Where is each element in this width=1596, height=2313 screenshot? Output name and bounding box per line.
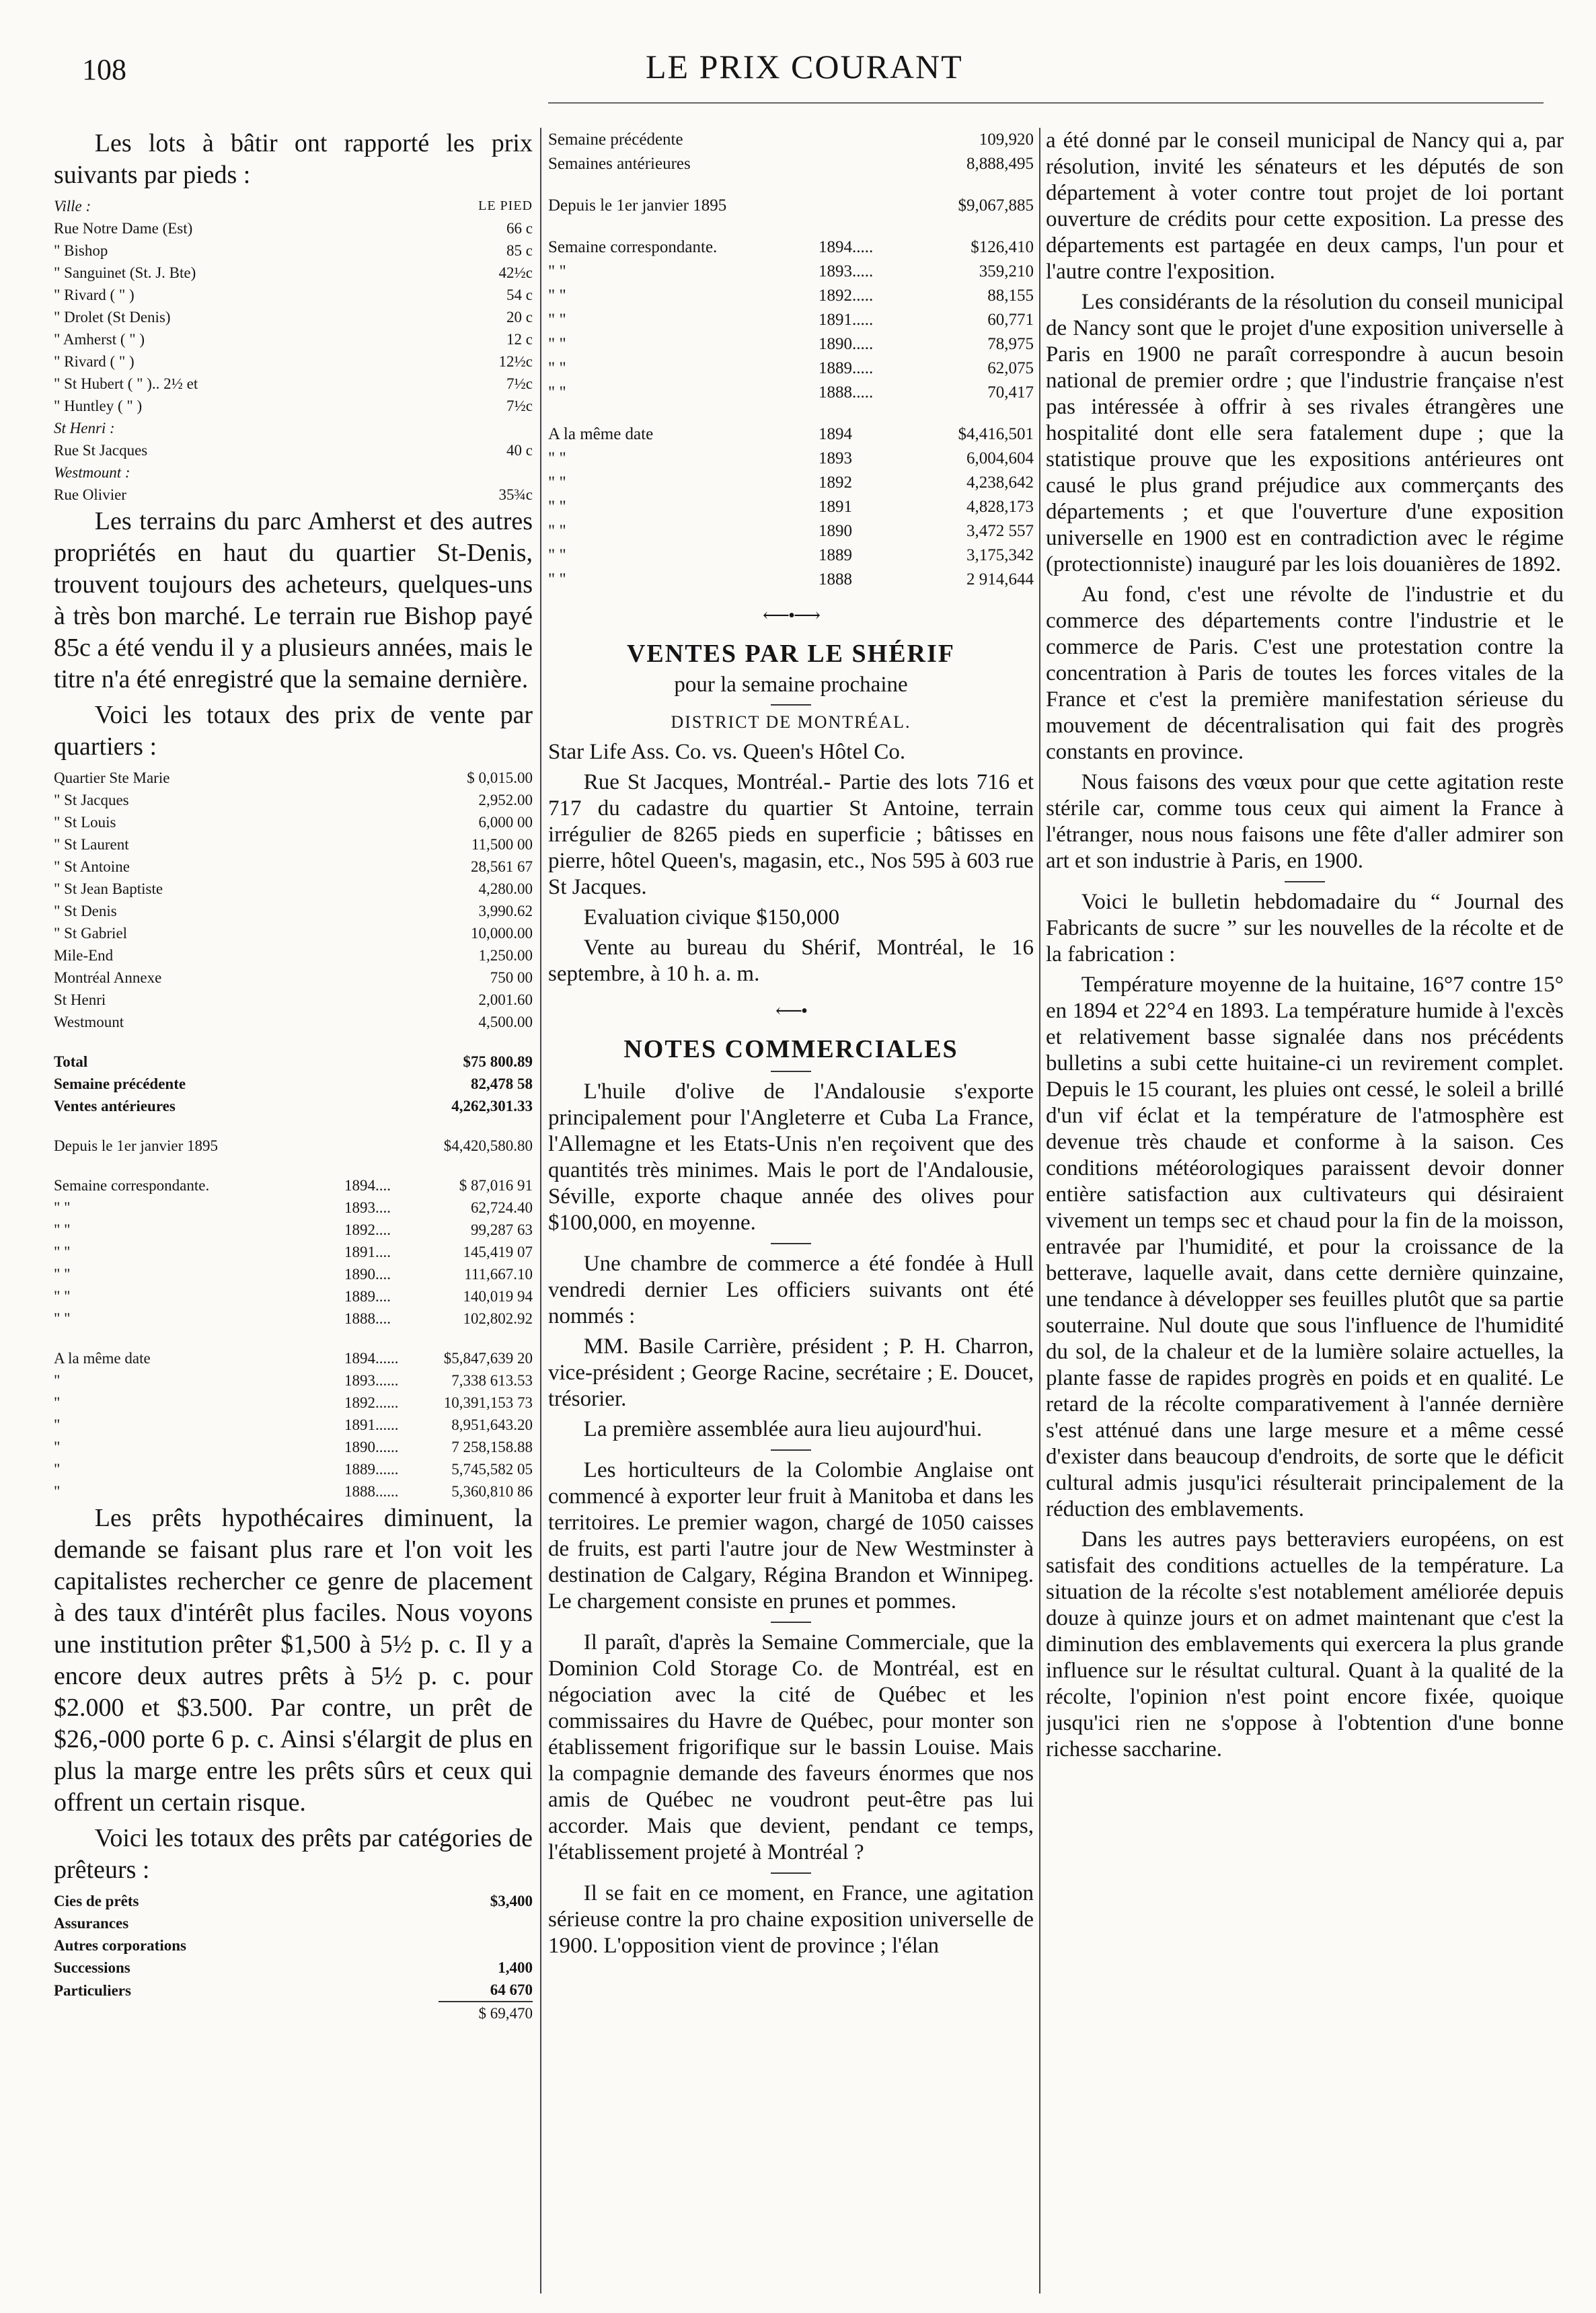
row-value: 40 c [506,442,533,459]
row-label: " " [548,359,566,377]
table-row [54,439,533,461]
row-year: 1889 [819,546,852,564]
row-label: " St Denis [54,903,117,919]
row-value: 10,000.00 [471,925,533,942]
row-value: 20 c [506,309,533,326]
section-heading: NOTES COMMERCIALES [623,1035,958,1063]
row-value: 102,802.92 [463,1310,533,1327]
paragraph: a été donné par le conseil municipal de Nancy qui a, par résolution, invité les sénateurs et les députés de son département à voter contre tout projet de loi portant ouverture de crédits pour cette exposition. La presse des départements est partagée en deux camps, l'un pour et l'autre contre l'exposition. [1046,128,1564,284]
row-year: 1894...... [344,1350,399,1367]
row-year: 1891..... [819,311,874,329]
loans-table [54,1890,533,2024]
table-row [54,262,533,284]
paragraph: Evaluation civique $150,000 [583,905,840,930]
row-value: 70,417 [987,383,1034,402]
row-value: 5,745,582 05 [451,1461,533,1478]
row-label: " " [548,383,566,402]
row-value: 42½c [498,264,533,281]
row-year: 1889.... [344,1288,391,1305]
table-row [548,568,1034,592]
row-label: " " [54,1199,71,1216]
row-label: Mile-End [54,947,114,964]
row-value: 7½c [506,397,533,414]
spacer [54,1330,533,1347]
row-value: 66 c [506,220,533,237]
row-value: 99,287 63 [471,1221,533,1238]
sales-same-table [54,1347,533,1503]
row-year: 1890...... [344,1439,399,1455]
row-label: " St Jacques [54,792,129,808]
paragraph: Une chambre de commerce a été fondée à Hull vendredi dernier Les officiers suivants ont été nommés : [548,1252,1034,1328]
table-row [548,308,1034,332]
section-subheading: pour la semaine prochaine [674,673,908,697]
table-row [548,471,1034,495]
ornament-separator: ⟵• [775,1001,806,1022]
table-row [54,1241,533,1263]
row-value: 4,238,642 [966,473,1034,492]
row-label: " " [548,473,566,492]
row-label: Rue Olivier [54,486,126,503]
row-value: 2 914,644 [966,570,1034,589]
paragraph: Dans les autres pays betteraviers européens, on est satisfait des conditions actuelles de la température. La situation de la récolte s'est notablement améliorée depuis douze à quinze jours et on admet maintenant que c'est la diminution des emblavements qui exercera la plus grande influence sur le résultat cultural. Quant à la qualité de la récolte, l'opinion n'est point encore fixée, quoique jusqu'ici rien ne s'oppose à l'obtention d'une bonne richesse saccharine. [1046,1527,1564,1761]
row-label: " St Gabriel [54,925,128,942]
row-label: Autres corporations [54,1937,186,1954]
table-row [54,989,533,1011]
column-divider [540,128,541,2293]
header-rule [548,102,1544,104]
row-label: " Drolet (St Denis) [54,309,171,326]
row-value: 11,500 00 [471,836,533,853]
row-label: A la même date [548,425,654,443]
row-label: " Amherst ( " ) [54,331,145,348]
row-label: " " [548,546,566,564]
table-row [54,1051,533,1073]
paragraph: Nous faisons des vœux pour que cette agitation reste stérile car, comme tous ceux qui aiment la France à l'étranger, nous nous faisons une fête d'aller admirer son art et son industrie à Paris, en 1900. [1046,770,1564,873]
short-rule [771,1071,811,1072]
table-row [54,1414,533,1436]
row-label: Cies de prêts [54,1893,139,1909]
row-label: Westmount [54,1014,124,1030]
row-value: 8,951,643.20 [451,1416,533,1433]
table-row [548,332,1034,356]
paragraph: Voici les totaux des prix de vente par quartiers : [54,701,533,761]
page-title: LE PRIX COURANT [646,48,963,85]
row-label: " " [548,311,566,329]
row-year: 1890 [819,522,852,540]
table-row [548,543,1034,568]
table-row [54,395,533,417]
lots-table [54,195,533,506]
table-row [54,789,533,811]
table-row [548,381,1034,405]
row-value: 1,250.00 [478,947,533,964]
table-row [54,1458,533,1480]
row-label: " [54,1461,61,1478]
row-label: " " [548,449,566,467]
table-row [54,1073,533,1095]
paragraph: Rue St Jacques, Montréal.- Partie des lots 716 et 717 du cadastre du quartier St Antoine, terrain irrégulier de 8265 pieds en superficie ; bâtisses en pierre, hôtel Queen's, magasin, etc., Nos 595 à 603 rue St Jacques. [548,770,1034,899]
spacer [548,218,1034,235]
row-value: 2,001.60 [478,991,533,1008]
paragraph: Au fond, c'est une révolte de l'industrie et du commerce des départements contre l'industrie et le commerce de Paris. C'est une protestation contre la concentration à Paris de toutes les forces vitales de la France et c'est la première manifestation sérieuse du mouvement de décentralisation qui fait des progrès constants en province. [1046,582,1564,764]
row-value: 62,075 [987,359,1034,377]
table-row [54,1436,533,1458]
table-row [548,128,1034,152]
row-label: " Huntley ( " ) [54,397,143,414]
row-value: 750 00 [490,969,533,986]
case-title: Star Life Ass. Co. vs. Queen's Hôtel Co. [548,740,906,764]
row-label: Rue St Jacques [54,442,148,459]
row-label: " " [54,1244,71,1260]
paragraph: Les horticulteurs de la Colombie Anglaise ont commencé à exporter leur fruit à Manitoba et dans les territoires. Le premier wagon, chargé de 1050 caisses de fruits, est parti l'autre jour de New Westminster à destination de Calgary, Régina Brandon et Winnipeg. Le chargement consiste en prunes et pommes. [548,1458,1034,1614]
column-middle [548,128,1034,2293]
row-label: " [54,1439,61,1455]
row-value: 64 670 [490,1981,533,1998]
table-row [548,447,1034,471]
row-value: 7½c [506,375,533,392]
row-label: " Rivard ( " ) [54,353,135,370]
row-label: Depuis le 1er janvier 1895 [54,1137,218,1154]
table-row [54,1480,533,1503]
row-label: Semaine correspondante. [54,1177,210,1194]
spacer [548,405,1034,422]
row-value: 359,210 [979,262,1034,280]
table-row [54,373,533,395]
row-value: 12½c [498,353,533,370]
table-row [548,422,1034,447]
sales-totals-table [54,1051,533,1117]
row-label: Montréal Annexe [54,969,162,986]
row-label: " St Jean Baptiste [54,880,163,897]
row-label: " " [548,262,566,280]
row-value: 6,000 00 [478,814,533,831]
row-year: 1892.... [344,1221,391,1238]
prev-table [548,128,1034,176]
table-row [54,944,533,966]
row-label: Semaine précédente [54,1075,186,1092]
table-row [54,1934,533,1957]
row-value: 145,419 07 [463,1244,533,1260]
row-year: 1893 [819,449,852,467]
row-label: Ventes antérieures [54,1098,176,1114]
same-table [548,422,1034,592]
corr-table [548,235,1034,405]
row-label: " " [54,1221,71,1238]
loans-total: $ 69,470 [439,2002,533,2024]
paragraph: MM. Basile Carrière, président ; P. H. Charron, vice-président ; George Racine, secrétaire ; E. Doucet, trésorier. [548,1334,1034,1411]
short-rule [771,1243,811,1244]
table-row [54,1174,533,1197]
row-value: $4,420,580.80 [443,1137,533,1154]
column-right [1046,128,1564,2293]
row-year: 1889...... [344,1461,399,1478]
row-value: $9,067,885 [958,196,1034,215]
row-value [439,1934,533,1957]
paragraph: Température moyenne de la huitaine, 16°7 contre 15° en 1894 et 22°4 en 1893. La température humide à l'excès et relativement basse signalée dans nos précédents bulletins a subi cette huitaine-ci un revirement complet. Depuis le 15 courant, les pluies ont cessé, le soleil a brillé d'un vif éclat et la température de l'atmosphère est devenue très chaude et conforme à la saison. Ces conditions météorologiques paraissent devoir donner entière satisfaction aux cultivateurs qui désiraient vivement un temps sec et chaud pour la fin de la moisson, entravée par l'humidité, et pour la croissance de la betterave, laquelle avait, dans cette dernière quinzaine, une tendance à développer ses feuilles plutôt que sa partie souterraine. Nul doute que sous l'influence de l'humidité du sol, de la chaleur et de la lumière solaire actuelles, la plante fasse de rapides progrès en poids et en qualité. Le retard de la récolte comparativement à l'année dernière s'est atténué dans une large mesure et a même cessé d'exister dans beaucoup d'endroits, de sorte que le déficit cultural admis jusqu'ici résulterait principalement de la réduction des emblavements. [1046,973,1564,1521]
short-rule [771,704,811,706]
table-row [54,856,533,878]
table-row [54,1912,533,1934]
row-label: Successions [54,1959,130,1976]
row-label: " " [54,1288,71,1305]
row-value: 88,155 [987,287,1034,305]
spacer [54,1157,533,1174]
row-label: " " [548,522,566,540]
table-row [54,900,533,922]
row-label: A la même date [54,1350,151,1367]
table-row [54,1135,533,1157]
row-label: " " [548,335,566,353]
row-year: 1893..... [819,262,874,280]
table-row [54,350,533,373]
row-value: 28,561 67 [471,858,533,875]
table-row [54,1263,533,1285]
table-row [54,1197,533,1219]
table-row [54,1285,533,1307]
spacer [548,176,1034,194]
row-label: " St Hubert ( " ).. 2½ et [54,375,198,392]
table-row [54,833,533,856]
row-value [439,1912,533,1934]
section-label: St Henri : [54,420,115,437]
row-value: 54 c [506,287,533,303]
row-value: 6,004,604 [966,449,1034,467]
table-row [54,1369,533,1392]
row-year: 1890.... [344,1266,391,1283]
table-row [54,1957,533,1979]
table-row [54,2002,533,2024]
table-row [548,235,1034,260]
section-heading: VENTES PAR LE SHÉRIF [626,640,955,668]
row-label: " " [54,1310,71,1327]
row-label: " [54,1483,61,1500]
row-value: 7,338 613.53 [451,1372,533,1389]
table-row [54,966,533,989]
table-row [548,519,1034,543]
row-year: 1890..... [819,335,874,353]
paragraph: Vente au bureau du Shérif, Montréal, le 16 septembre, à 10 h. a. m. [548,936,1034,986]
row-year: 1889..... [819,359,874,377]
row-label: Semaine correspondante. [548,238,718,256]
section-label: Westmount : [54,464,130,481]
paragraph: Les terrains du parc Amherst et des autres propriétés en haut du quartier St-Denis, trouvent toujours des acheteurs, quelques-uns à très bon marché. Le terrain rue Bishop payé 85c a été vendu il y a plusieurs années, mais le titre n'a été enregistré que la semaine dernière. [54,507,533,693]
row-year: 1891...... [344,1416,399,1433]
table-row [54,1347,533,1369]
table-row [54,284,533,306]
row-value: 78,975 [987,335,1034,353]
paragraph: Voici les totaux des prêts par catégories de prêteurs : [54,1824,533,1884]
row-label: " Sanguinet (St. J. Bte) [54,264,196,281]
paragraph: L'huile d'olive de l'Andalousie s'exporte principalement pour l'Angleterre et Cuba La France, l'Allemagne et les Etats-Unis n'en reçoivent que des quantités très minimes. Mais le port de l'Andalousie, Séville, exporte chaque année des olives pour $100,000, en moyenne. [548,1079,1034,1235]
table-row [54,1095,533,1117]
district-label: DISTRICT DE MONTRÉAL. [671,712,911,732]
table-row [548,495,1034,519]
row-value: 4,500.00 [478,1014,533,1030]
table-row [54,922,533,944]
table-row [548,356,1034,381]
row-label: " Rivard ( " ) [54,287,135,303]
row-year: 1888 [819,570,852,589]
short-rule [1285,881,1325,882]
table-row [548,284,1034,308]
table-row [54,811,533,833]
row-year: 1891.... [344,1244,391,1260]
paragraph: Il paraît, d'après la Semaine Commerciale, que la Dominion Cold Storage Co. de Montréal, est en négociation avec la cité de Québec et les commissaires du Havre de Québec, pour monter son établissement frigorifique sur le bassin Louise. Mais la compagnie demande des faveurs énormes que nos amis de Québec ne voudront peut-être pas lui accorder. Mais que devient, pendant ce temps, l'établissement projeté à Montréal ? [548,1630,1034,1864]
row-year: 1891 [819,498,852,516]
row-label: St Henri [54,991,106,1008]
row-label: " [54,1372,61,1389]
row-value: 1,400 [498,1959,533,1976]
row-year: 1894..... [819,238,874,256]
row-label: Quartier Ste Marie [54,769,170,786]
page-number: 108 [82,53,126,86]
row-label: Semaines antérieures [548,155,691,173]
unit-header: LE PIED [478,198,533,213]
row-label: " [54,1416,61,1433]
table-row [54,1011,533,1033]
row-value: 7 258,158.88 [451,1439,533,1455]
row-value: $ 0,015.00 [467,769,533,786]
row-label: " Bishop [54,242,108,259]
paragraph: Les lots à bâtir ont rapporté les prix suivants par pieds : [54,129,533,189]
row-value: 35¾c [498,486,533,503]
row-year: 1893.... [344,1199,391,1216]
row-label: " " [548,287,566,305]
row-year: 1892..... [819,287,874,305]
table-row [54,1392,533,1414]
row-label: " " [548,498,566,516]
row-label: " " [548,570,566,589]
row-label: Particuliers [54,1981,131,1999]
row-year: 1888...... [344,1483,399,1500]
ornament-separator: ⟵•⟶ [762,605,820,626]
table-row [54,1307,533,1330]
row-label: Rue Notre Dame (Est) [54,220,193,237]
row-year: 1892...... [344,1394,399,1411]
row-value: 111,667.10 [464,1266,533,1283]
row-label: " St Louis [54,814,116,831]
table-row [54,306,533,328]
section-label: Ville : [54,198,91,215]
table-row [54,217,533,239]
table-row [54,484,533,506]
row-value: 85 c [506,242,533,259]
spacer [54,1117,533,1135]
table-row [54,1979,533,2002]
row-value: 140,019 94 [463,1288,533,1305]
row-label: Total [54,1053,88,1070]
row-value: $5,847,639 20 [443,1350,533,1367]
row-label: " [54,1394,61,1411]
row-label: Semaine précédente [548,130,683,149]
row-label: Assurances [54,1915,129,1932]
row-value: 4,280.00 [478,880,533,897]
row-label: " " [54,1266,71,1283]
row-value: 3,990.62 [478,903,533,919]
table-row [54,878,533,900]
table-row [54,1890,533,1912]
table-row [548,260,1034,284]
sales-since-table [54,1135,533,1157]
row-value: $126,410 [971,238,1034,256]
row-value: 5,360,810 86 [451,1483,533,1500]
row-year: 1894 [819,425,852,443]
row-value: 2,952.00 [478,792,533,808]
row-year: 1893...... [344,1372,399,1389]
row-value: $3,400 [490,1893,533,1909]
short-rule [771,1872,811,1874]
row-value: 3,175,342 [966,546,1034,564]
table-row [548,194,1034,218]
row-value: 109,920 [979,130,1034,149]
row-value: $4,416,501 [958,425,1034,443]
row-label: Depuis le 1er janvier 1895 [548,196,727,215]
paragraph: Il se fait en ce moment, en France, une agitation sérieuse contre la pro chaine exposition universelle de 1900. L'opposition vient de province ; l'élan [548,1881,1034,1958]
row-value: 4,828,173 [966,498,1034,516]
quarters-table [54,767,533,1033]
row-value: 62,724.40 [471,1199,533,1216]
short-rule [771,1449,811,1451]
row-value: 12 c [506,331,533,348]
row-value: 60,771 [987,311,1034,329]
row-value: $75 800.89 [463,1053,533,1070]
column-divider [1039,128,1040,2293]
short-rule [771,1622,811,1623]
row-label: " St Laurent [54,836,129,853]
since-table [548,194,1034,218]
row-value: 3,472 557 [966,522,1034,540]
paragraph: Voici le bulletin hebdomadaire du “ Journal des Fabricants de sucre ” sur les nouvelles de la récolte et de la fabrication : [1046,890,1564,966]
table-row [54,328,533,350]
row-value: 82,478 58 [471,1075,533,1092]
row-year: 1888.... [344,1310,391,1327]
table-row [54,767,533,789]
row-value: 4,262,301.33 [451,1098,533,1114]
row-value: 10,391,153 73 [443,1394,533,1411]
sales-corr-table [54,1174,533,1330]
table-row [548,152,1034,176]
row-value: 8,888,495 [966,155,1034,173]
table-row [54,1219,533,1241]
row-label: " St Antoine [54,858,130,875]
row-year: 1888..... [819,383,874,402]
row-year: 1892 [819,473,852,492]
paragraph: Les considérants de la résolution du conseil municipal de Nancy sont que le projet d'une exposition universelle à Paris en 1900 ne paraît correspondre à aucun besoin national de premier ordre ; que l'industrie française n'est pas intéressée à offrir à ses rivales étrangères une hospitalité dont elle sera fatalement dupe ; que la statistique prouve que les expositions antérieures ont causé le plus grand préjudice aux commerçants des départements ; et que l'ouverture d'une exposition universelle en 1900 est en contradiction avec le régime (protectionniste) inauguré par les lois douanières de 1892. [1046,290,1564,576]
table-row [54,239,533,262]
spacer [54,1033,533,1051]
paragraph: Les prêts hypothécaires diminuent, la demande se faisant plus rare et l'on voit les capitalistes rechercher ce genre de placement à des taux d'intérêt plus faciles. Nous voyons une institution prêter $1,500 à 5½ p. c. Il y a encore deux autres prêts à 5½ p. c. pour $2.000 et $3.500. Par contre, un prêt de $26,-000 porte 6 p. c. Ainsi s'élargit de plus en plus la marge entre les prêts sûrs et ceux qui offrent un certain risque. [54,1504,533,1817]
column-left [54,128,533,2293]
row-value: $ 87,016 91 [459,1177,533,1194]
row-year: 1894.... [344,1177,391,1194]
paragraph: La première assemblée aura lieu aujourd'hui. [583,1417,983,1441]
